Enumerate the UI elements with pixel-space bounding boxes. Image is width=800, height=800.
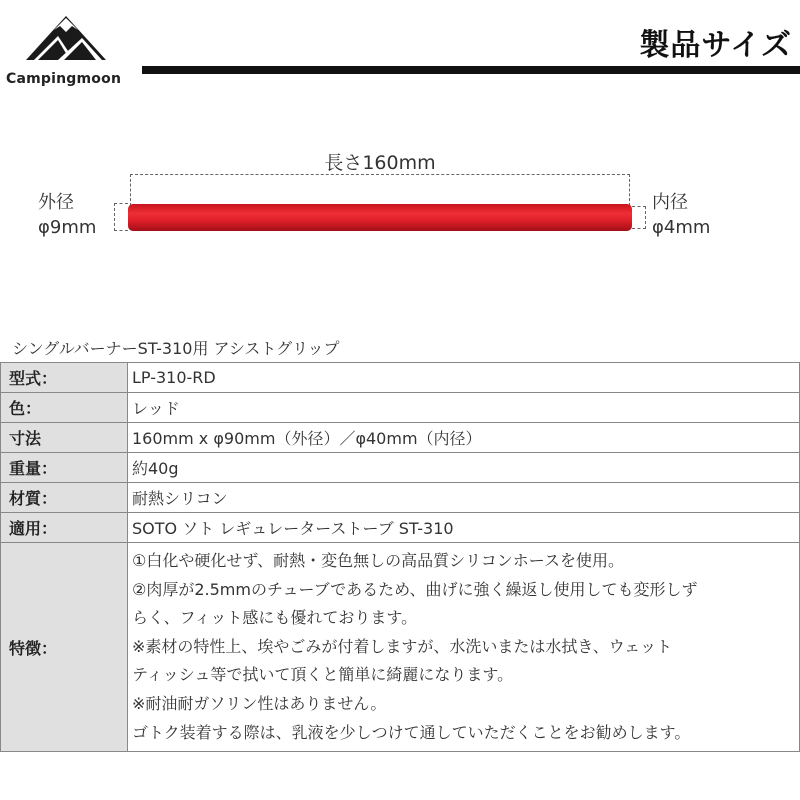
- spec-key-features: 特徴：: [1, 543, 128, 752]
- outer-diameter-title: 外径: [38, 192, 74, 213]
- table-row: [1, 363, 800, 393]
- feature-line: らく、フィット感にも優れております。: [132, 608, 418, 628]
- table-row: [1, 423, 800, 453]
- feature-line: ゴトク装着する際は、乳液を少しつけて通していただくことをお勧めします。: [132, 722, 691, 742]
- spec-key-compatible: 適用：: [1, 513, 128, 543]
- spec-value-material: 耐熱シリコン: [128, 483, 800, 513]
- table-row: [1, 393, 800, 423]
- mountain-icon: [24, 14, 108, 62]
- feature-line: ティッシュ等で拭いて頂くと簡単に綺麗になります。: [132, 665, 514, 685]
- silicone-tube-image: [128, 204, 632, 231]
- feature-line: ※耐油耐ガソリン性はありません。: [132, 693, 387, 713]
- spec-key-material: 材質：: [1, 483, 128, 513]
- table-row: [1, 513, 800, 543]
- outer-diameter-marker: [114, 203, 128, 231]
- spec-value-compatible: SOTO ソト レギュレーターストーブ ST-310: [128, 513, 800, 543]
- size-diagram: [0, 140, 800, 250]
- spec-caption: シングルバーナーST-310用 アシストグリップ: [12, 339, 340, 358]
- inner-diameter-value: φ4mm: [652, 217, 711, 238]
- spec-value-features: [128, 543, 800, 752]
- length-label: 長さ160mm: [324, 152, 436, 174]
- brand-logo: [6, 14, 146, 87]
- table-row: [1, 483, 800, 513]
- brand-name: Campingmoon: [6, 71, 122, 87]
- spec-value-model: LP-310-RD: [128, 363, 800, 393]
- header-divider: [142, 66, 800, 74]
- spec-key-color: 色：: [1, 393, 128, 423]
- spec-key-dimensions: 寸法: [1, 423, 128, 453]
- inner-diameter-label: [652, 190, 710, 240]
- table-row: [1, 453, 800, 483]
- spec-key-weight: 重量：: [1, 453, 128, 483]
- spec-value-color: レッド: [128, 393, 800, 423]
- spec-value-dimensions: 160mm x φ90mm（外径）／φ40mm（内径）: [128, 423, 800, 453]
- inner-diameter-marker: [632, 206, 646, 229]
- inner-diameter-title: 内径: [652, 192, 688, 213]
- outer-diameter-value: φ9mm: [38, 217, 97, 238]
- outer-diameter-label: [38, 190, 96, 240]
- feature-line: ※素材の特性上、埃やごみが付着しますが、水洗いまたは水拭き、ウェット: [132, 636, 673, 656]
- feature-line: ①白化や硬化せず、耐熱・変色無しの高品質シリコンホースを使用。: [132, 551, 624, 570]
- spec-key-model: 型式：: [1, 363, 128, 393]
- table-row: [1, 543, 800, 752]
- spec-value-weight: 約40g: [128, 453, 800, 483]
- page-title: 製品サイズ: [639, 28, 792, 63]
- feature-line: ②肉厚が2.5mmのチューブであるため、曲げに強く繰返し使用しても変形しず: [132, 579, 698, 599]
- spec-table: [0, 362, 800, 752]
